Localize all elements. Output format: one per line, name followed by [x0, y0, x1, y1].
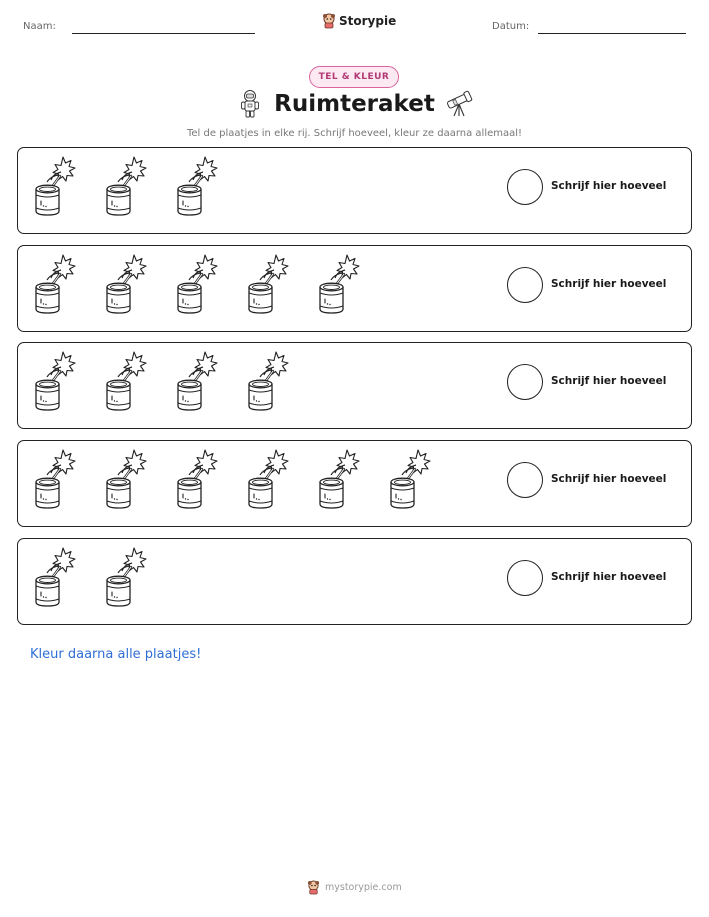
answer-circle[interactable]	[507, 364, 543, 400]
date-label: Datum:	[492, 21, 530, 32]
firework-can-icon	[172, 156, 222, 218]
answer-label: Schrijf hier hoeveel	[551, 278, 667, 290]
answer-circle[interactable]	[507, 267, 543, 303]
worksheet-subtitle: Tel de plaatjes in elke rij. Schrijf hoeveel, kleur ze daarna allemaal!	[186, 128, 523, 139]
storypie-mascot-icon	[322, 13, 336, 29]
answer-label: Schrijf hier hoeveel	[551, 473, 667, 485]
storypie-mascot-icon	[307, 880, 320, 895]
firework-can-icon	[30, 156, 80, 218]
firework-can-icon	[101, 254, 151, 316]
firework-can-icon	[314, 449, 364, 511]
firework-can-icon	[30, 449, 80, 511]
firework-can-icon	[101, 449, 151, 511]
coloring-instruction: Kleur daarna alle plaatjes!	[30, 647, 202, 662]
brand-logo	[322, 13, 396, 29]
counting-row-5	[17, 538, 692, 625]
firework-can-icon	[314, 254, 364, 316]
answer-circle[interactable]	[507, 169, 543, 205]
firework-can-icon	[101, 547, 151, 609]
row-items	[30, 351, 293, 413]
firework-can-icon	[243, 254, 293, 316]
firework-can-icon	[243, 449, 293, 511]
brand-name: Storypie	[339, 14, 397, 28]
row-items	[30, 547, 151, 609]
row-items	[30, 156, 222, 218]
row-items	[30, 449, 435, 511]
firework-can-icon	[30, 254, 80, 316]
firework-can-icon	[172, 351, 222, 413]
firework-can-icon	[385, 449, 435, 511]
answer-label: Schrijf hier hoeveel	[551, 571, 667, 583]
footer	[307, 880, 402, 895]
answer-label: Schrijf hier hoeveel	[551, 375, 667, 387]
firework-can-icon	[101, 351, 151, 413]
date-line[interactable]	[538, 33, 686, 34]
counting-row-2	[17, 245, 692, 332]
row-items	[30, 254, 364, 316]
worksheet-title: Ruimteraket	[274, 91, 435, 117]
firework-can-icon	[243, 351, 293, 413]
firework-can-icon	[172, 254, 222, 316]
firework-can-icon	[30, 351, 80, 413]
counting-row-4	[17, 440, 692, 527]
activity-badge: TEL & KLEUR	[309, 66, 399, 88]
counting-row-3	[17, 342, 692, 429]
name-label: Naam:	[23, 21, 56, 32]
footer-url[interactable]: mystorypie.com	[325, 882, 402, 893]
firework-can-icon	[30, 547, 80, 609]
name-line[interactable]	[72, 33, 255, 34]
answer-circle[interactable]	[507, 560, 543, 596]
telescope-icon	[444, 90, 474, 118]
firework-can-icon	[101, 156, 151, 218]
answer-label: Schrijf hier hoeveel	[551, 180, 667, 192]
answer-circle[interactable]	[507, 462, 543, 498]
firework-can-icon	[172, 449, 222, 511]
counting-row-1	[17, 147, 692, 234]
